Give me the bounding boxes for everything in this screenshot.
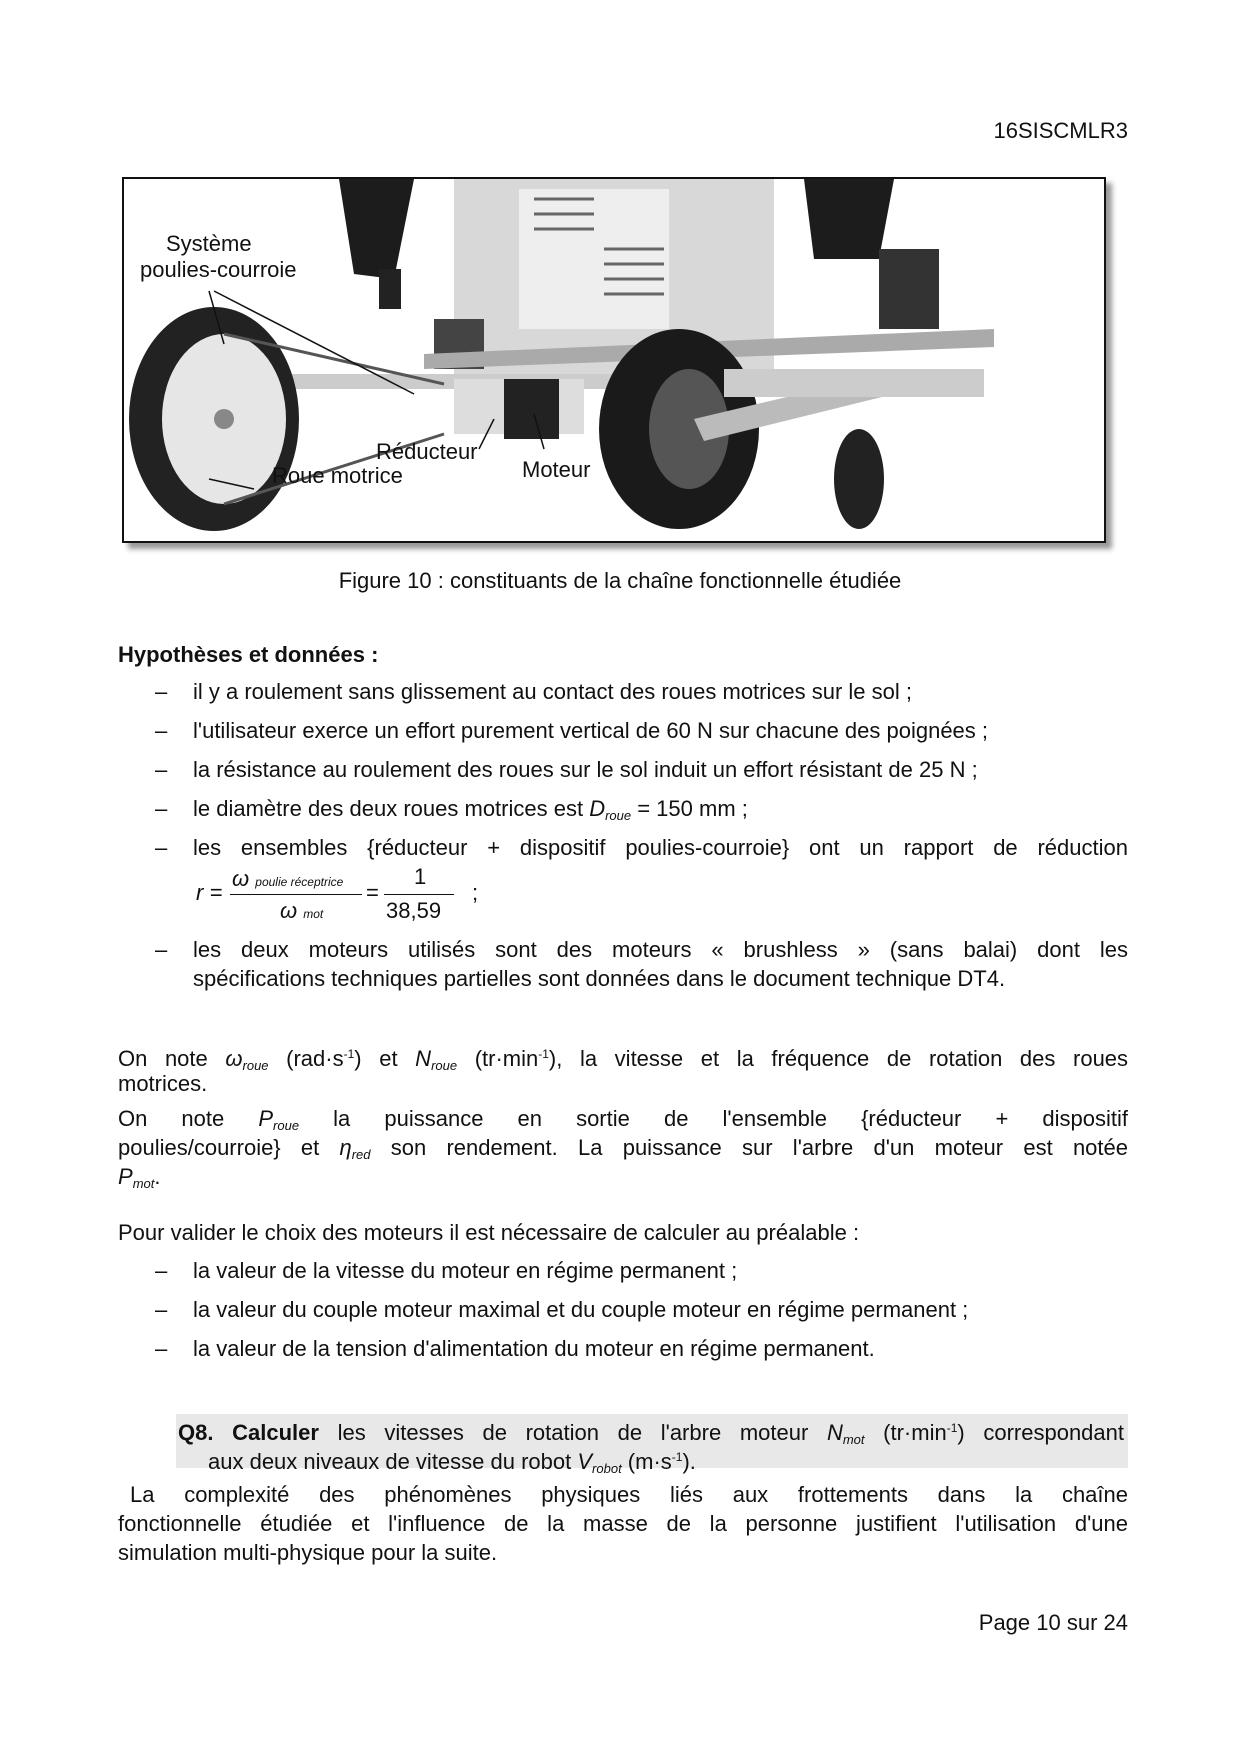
figure-robot-drivetrain — [122, 177, 1106, 543]
note-power-line2: poulies/courroie} et ηred son rendement. La puissance sur l'arbre d'un moteur est notée — [118, 1135, 1128, 1162]
page-number: Page 10 sur 24 — [978, 1610, 1128, 1635]
conclusion-line2: fonctionnelle étudiée et l'influence de la masse de la personne justifient l'utilisation d'une — [118, 1511, 1128, 1536]
hypotheses-title: Hypothèses et données : — [118, 642, 379, 667]
note-power-line3: Pmot. — [118, 1164, 161, 1191]
label-reducteur: Réducteur — [376, 439, 478, 464]
note-omega-n: On note ωroue $(rad\cdot s^{-1})$ et Nroue $(tr\cdot\min^{-1})$, la vitesse et la fréquence de rotation des roues — [118, 1046, 1129, 1073]
figure-caption: Figure 10 : constituants de la chaîne fonctionnelle étudiée — [338, 568, 902, 593]
question-q8: Q8. Calculer les vitesses de rotation de l'arbre moteur Nmot $(tr\cdot\min^{-1})$ correspondant aux deux niveaux de vitesse du robot Vrobot $(m\cdot s^{-1})$. — [176, 1414, 1128, 1468]
reduction-ratio-formula: r = ω poulie réceptrice ω mot = 1 38,59 ; — [196, 864, 479, 923]
note-omega-n-line2: motrices. — [118, 1071, 208, 1096]
label-poulies-courroie: poulies-courroie — [140, 257, 297, 282]
robot-illustration — [124, 179, 1104, 541]
label-roue-motrice: Roue motrice — [272, 463, 403, 488]
note-power: On note Proue la puissance en sortie de l'ensemble {réducteur + dispositif — [118, 1106, 1128, 1133]
label-systeme: Système — [166, 231, 252, 256]
label-moteur: Moteur — [522, 457, 591, 482]
conclusion-line1: La complexité des phénomènes physiques liés aux frottements dans la chaîne — [130, 1482, 1128, 1507]
validate-intro: Pour valider le choix des moteurs il est nécessaire de calculer au préalable : — [118, 1220, 860, 1245]
conclusion-line3: simulation multi-physique pour la suite. — [118, 1540, 498, 1565]
dash: – — [155, 679, 168, 704]
document-code: 16SISCMLR3 — [993, 118, 1128, 143]
